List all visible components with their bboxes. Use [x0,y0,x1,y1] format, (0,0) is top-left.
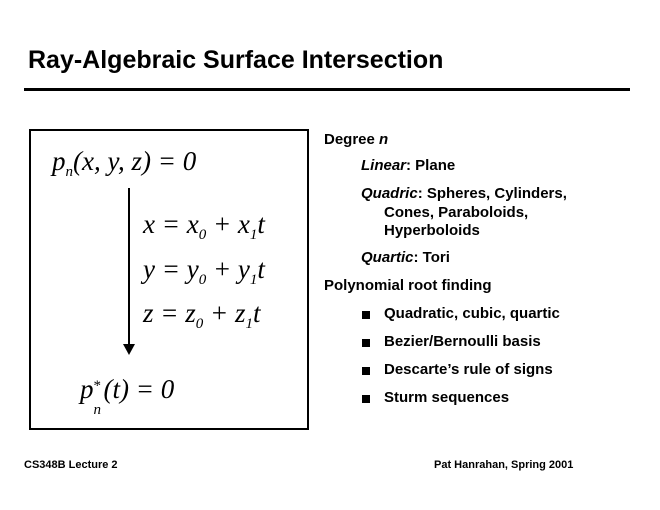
bullet-square-icon [362,367,370,375]
bullet-square-icon [362,311,370,319]
y-parametric-equation: $y = y_0 + y_1t$ [143,254,265,288]
footer-author: Pat Hanrahan, Spring 2001 [434,459,574,471]
quadric-item-line3: Hyperboloids [384,222,480,239]
bullet-square-icon [362,339,370,347]
z-parametric-equation: $z = z_0 + z_1t$ [143,298,261,332]
arrow-head-icon [123,344,135,355]
quadric-item-line2: Cones, Paraboloids, [384,204,529,221]
substituted-polynomial-equation: p * n (t) = 0 [80,374,175,418]
root-finding-heading: Polynomial root finding [324,277,492,294]
slide-title: Ray-Algebraic Surface Intersection [28,46,444,74]
root-item-quadratic: Quadratic, cubic, quartic [384,305,560,322]
quadric-item: Quadric: Spheres, Cylinders, [361,185,567,202]
polynomial-equation: $p_n(x$, y, z) = 0 [52,146,197,180]
x-parametric-equation: $x = x_0 + x_1t$ [143,209,265,243]
title-rule [24,88,630,91]
root-item-descartes: Descarte’s rule of signs [384,361,553,378]
linear-item: Linear: Plane [361,157,456,174]
root-item-sturm: Sturm sequences [384,389,510,406]
substitution-arrow [128,188,130,348]
quartic-item: Quartic: Tori [361,249,450,266]
degree-heading: Degree n [324,131,389,148]
footer-course: CS348B Lecture 2 [24,459,118,471]
root-item-bezier: Bezier/Bernoulli basis [384,333,541,350]
bullet-square-icon [362,395,370,403]
